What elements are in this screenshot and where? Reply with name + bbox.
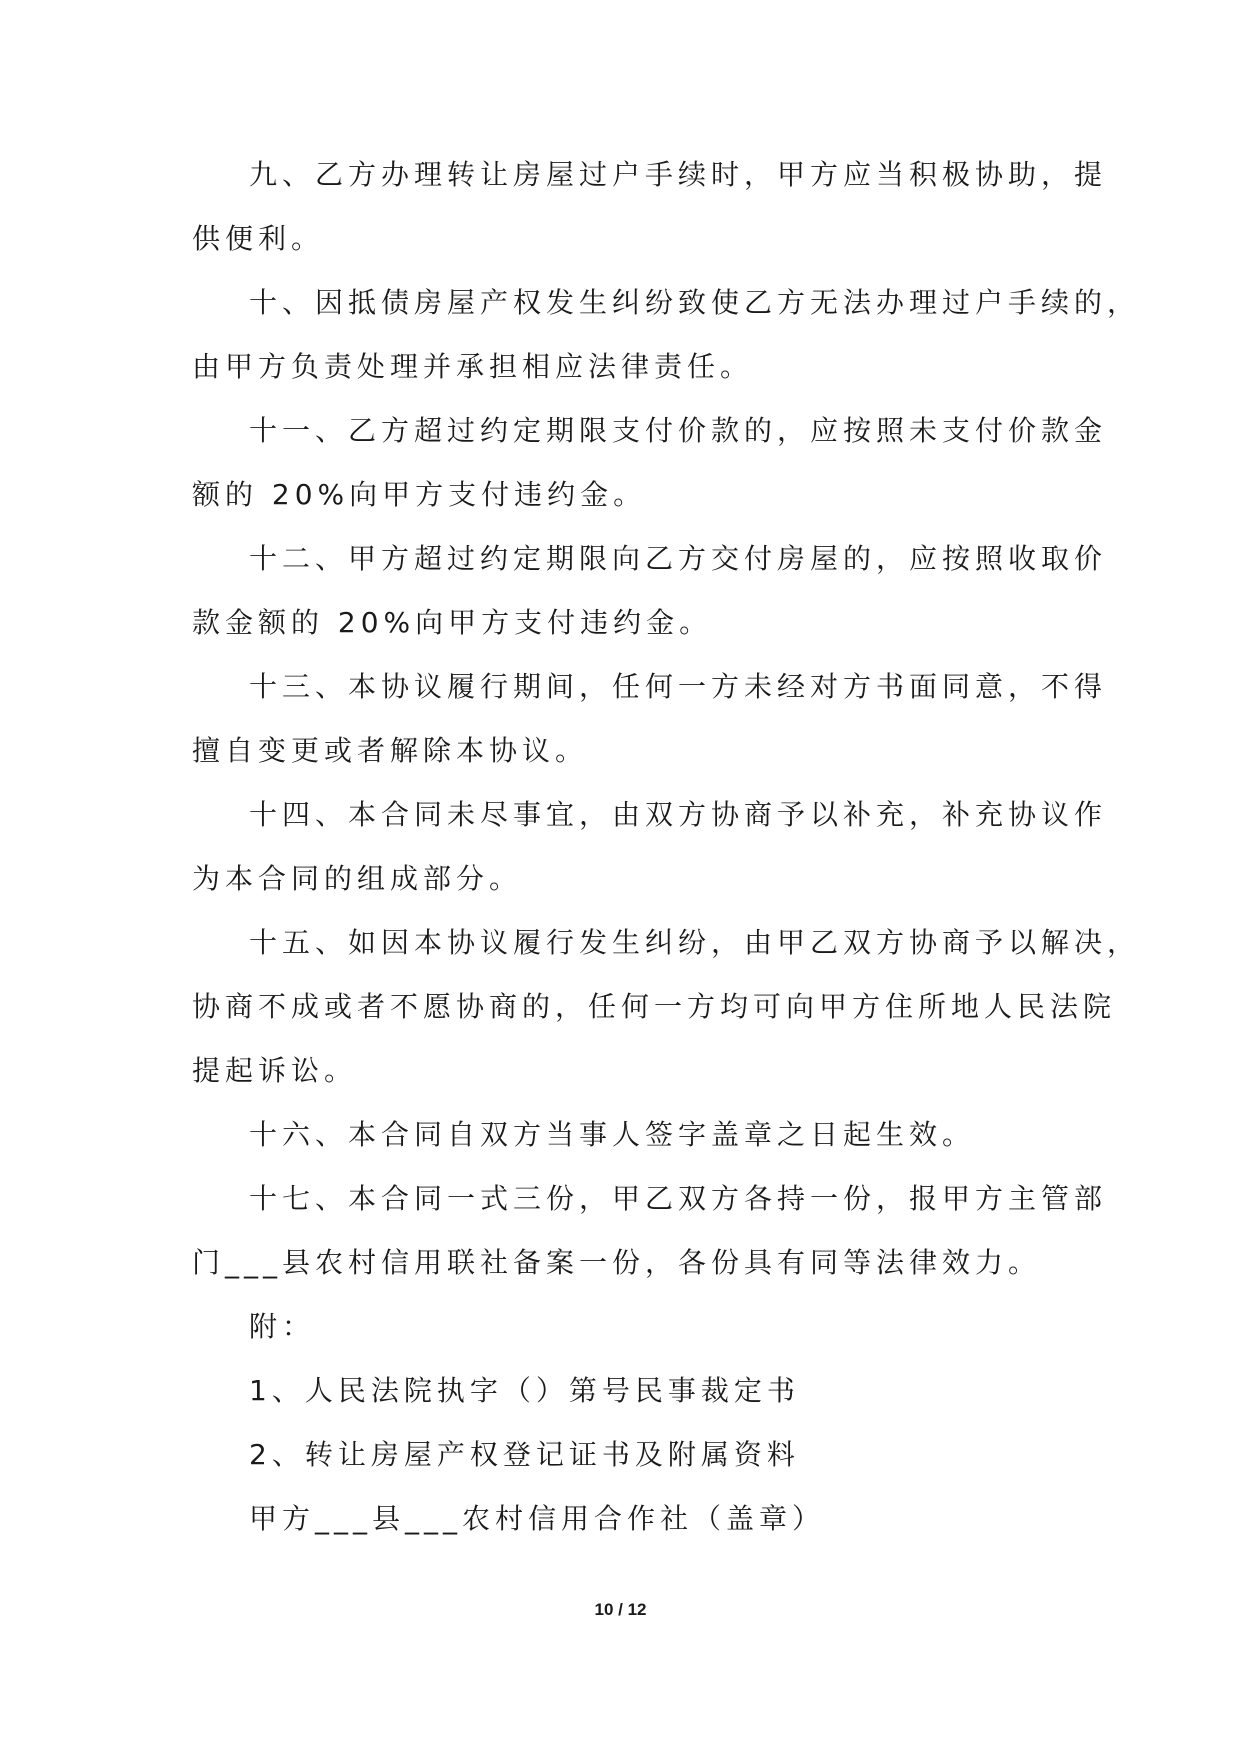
clause-line: 提起诉讼。 [192, 1054, 358, 1087]
clause-line: 十二、甲方超过约定期限向乙方交付房屋的，应按照收取价 [249, 542, 1108, 575]
clause-15 [192, 926, 1141, 1087]
attachment-item-2: 2、转让房屋产权登记证书及附属资料 [249, 1438, 800, 1471]
clause-line: 十、因抵债房屋产权发生纠纷致使乙方无法办理过户手续的， [249, 286, 1141, 319]
clause-line: 为本合同的组成部分。 [192, 862, 523, 895]
document-body [192, 158, 1141, 1568]
clause-line: 门___县农村信用联社备案一份，各份具有同等法律效力。 [192, 1246, 1042, 1279]
clause-line: 十四、本合同未尽事宜，由双方协商予以补充，补充协议作 [249, 798, 1108, 831]
clause-16 [192, 1120, 1092, 1150]
clause-line: 十三、本协议履行期间，任何一方未经对方书面同意，不得 [249, 670, 1108, 703]
attachments-heading: 附： [249, 1310, 316, 1343]
clause-line: 十五、如因本协议履行发生纠纷，由甲乙双方协商予以解决， [249, 926, 1141, 959]
clause-line: 由甲方负责处理并承担相应法律责任。 [192, 350, 754, 383]
clause-17 [192, 1182, 1108, 1279]
clause-12 [192, 542, 1108, 639]
clause-line: 十七、本合同一式三份，甲乙双方各持一份，报甲方主管部 [249, 1182, 1108, 1215]
clause-line: 供便利。 [192, 222, 325, 255]
clause-10 [192, 286, 1141, 383]
clause-13 [192, 670, 1108, 767]
clause-line: 十六、本合同自双方当事人签字盖章之日起生效。 [249, 1118, 976, 1151]
clause-line: 擅自变更或者解除本协议。 [192, 734, 589, 767]
signature-party-a: 甲方___县___农村信用合作社（盖章） [249, 1502, 826, 1535]
clause-line: 九、乙方办理转让房屋过户手续时，甲方应当积极协助，提 [249, 158, 1108, 191]
clause-11 [192, 414, 1108, 511]
clause-9 [192, 158, 1108, 255]
clause-line: 额的 20%向甲方支付违约金。 [192, 478, 647, 511]
clause-line: 十一、乙方超过约定期限支付价款的，应按照未支付价款金 [249, 414, 1108, 447]
clause-line: 协商不成或者不愿协商的，任何一方均可向甲方住所地人民法院 [192, 990, 1117, 1023]
clause-14 [192, 798, 1108, 895]
clause-line: 款金额的 20%向甲方支付违约金。 [192, 606, 713, 639]
page-number: 10 / 12 [594, 1600, 647, 1619]
attachment-item-1: 1、人民法院执字（）第号民事裁定书 [249, 1374, 800, 1407]
